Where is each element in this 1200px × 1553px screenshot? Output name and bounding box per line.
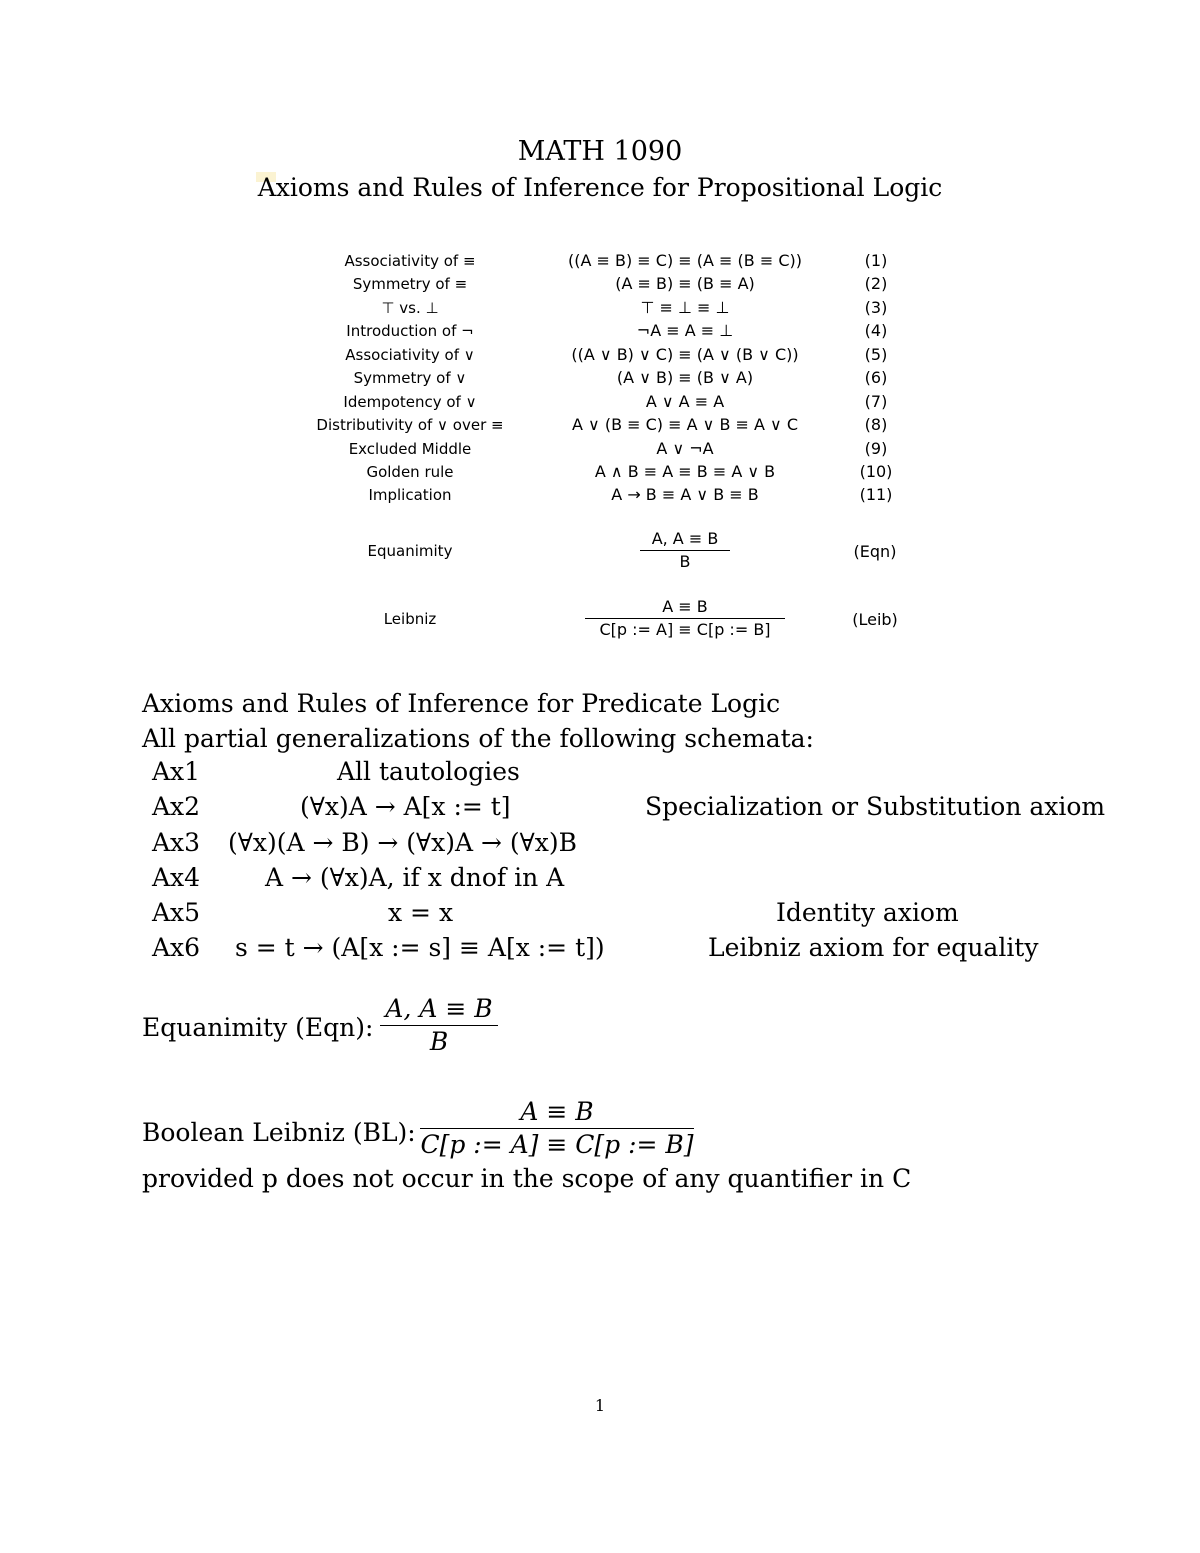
axiom-formula: (∀x)(A → B) → (∀x)A → (∀x)B <box>228 828 577 857</box>
page-number: 1 <box>594 1396 606 1415</box>
predicate-intro: All partial generalizations of the following schemata: <box>142 724 814 753</box>
axiom-row <box>0 460 1200 484</box>
axiom-description: Specialization or Substitution axiom <box>645 792 1106 821</box>
axiom-formula: A ∨ A ≡ A <box>645 392 725 411</box>
axiom-description: Identity axiom <box>776 898 959 927</box>
axiom-formula: ¬A ≡ A ≡ ⊥ <box>636 321 734 340</box>
axiom-formula: A ∨ ¬A <box>656 439 714 458</box>
axiom-name: Implication <box>368 486 452 504</box>
fraction-denominator: C[p := A] ≡ C[p := B] <box>420 1130 694 1159</box>
axiom-formula: (A ∨ B) ≡ (B ∨ A) <box>616 368 754 387</box>
axiom-row <box>0 366 1200 390</box>
axiom-row <box>0 272 1200 296</box>
axiom-formula: ⊤ ≡ ⊥ ≡ ⊥ <box>640 298 730 317</box>
axiom-number: (4) <box>864 321 888 340</box>
axiom-id: Ax5 <box>152 898 201 927</box>
axiom-formula: s = t → (A[x := s] ≡ A[x := t]) <box>235 933 605 962</box>
axiom-id: Ax3 <box>152 828 201 857</box>
axiom-number: (11) <box>859 485 893 504</box>
axiom-name: Associativity of ≡ <box>344 252 476 270</box>
axiom-number: (8) <box>864 415 888 434</box>
axiom-formula: A ∧ B ≡ A ≡ B ≡ A ∨ B <box>594 462 776 481</box>
axiom-row <box>0 437 1200 461</box>
axiom-name: Introduction of ¬ <box>346 322 474 340</box>
axiom-description: Leibniz axiom for equality <box>708 933 1039 962</box>
propositional-title: Axioms and Rules of Inference for Propositional Logic <box>257 173 943 202</box>
axiom-number: (3) <box>864 298 888 317</box>
axiom-name: Golden rule <box>366 463 454 481</box>
rule-label: Equanimity (Eqn): <box>142 1013 374 1042</box>
axiom-id: Ax6 <box>152 933 201 962</box>
axiom-id: Ax2 <box>152 792 201 821</box>
axiom-name: Excluded Middle <box>348 440 472 458</box>
axiom-row <box>0 413 1200 437</box>
rule-leibniz <box>0 594 1200 654</box>
bl-proviso: provided p does not occur in the scope of any quantifier in C <box>142 1164 912 1193</box>
axiom-number: (5) <box>864 345 888 364</box>
axiom-formula: x = x <box>388 898 454 927</box>
axiom-number: (7) <box>864 392 888 411</box>
fraction-denominator: B <box>679 552 691 571</box>
axiom-number: (2) <box>864 274 888 293</box>
axiom-formula: ((A ≡ B) ≡ C) ≡ (A ≡ (B ≡ C)) <box>567 251 802 270</box>
rule-label: (Leib) <box>852 610 898 629</box>
axiom-row <box>0 343 1200 367</box>
axiom-number: (1) <box>864 251 888 270</box>
fraction-denominator: C[p := A] ≡ C[p := B] <box>599 620 771 639</box>
rule-name: Equanimity <box>367 542 453 560</box>
rule-label: Boolean Leibniz (BL): <box>142 1118 416 1147</box>
axiom-name: Associativity of ∨ <box>345 346 475 364</box>
fraction-numerator: A, A ≡ B <box>651 529 719 548</box>
predicate-title: Axioms and Rules of Inference for Predicate Logic <box>142 689 781 718</box>
axiom-row <box>0 483 1200 507</box>
fraction-numerator: A ≡ B <box>520 1097 594 1126</box>
axiom-name: ⊤ vs. ⊥ <box>381 299 439 317</box>
axiom-row <box>0 296 1200 320</box>
axiom-number: (9) <box>864 439 888 458</box>
axiom-formula: A → B ≡ A ∨ B ≡ B <box>611 485 759 504</box>
axiom-name: Distributivity of ∨ over ≡ <box>316 416 504 434</box>
axiom-formula: A → (∀x)A, if x dnof in A <box>265 863 565 892</box>
axiom-formula: (∀x)A → A[x := t] <box>300 792 511 821</box>
axiom-id: Ax1 <box>152 757 201 786</box>
axiom-formula: ((A ∨ B) ∨ C) ≡ (A ∨ (B ∨ C)) <box>571 345 799 364</box>
axiom-formula: All tautologies <box>337 757 520 786</box>
axiom-row <box>0 319 1200 343</box>
rule-name: Leibniz <box>383 610 437 628</box>
axiom-id: Ax4 <box>152 863 201 892</box>
axiom-number: (10) <box>859 462 893 481</box>
axiom-formula: (A ≡ B) ≡ (B ≡ A) <box>615 274 755 293</box>
equanimity-fraction <box>640 528 730 573</box>
rule-label: (Eqn) <box>853 542 897 561</box>
axiom-row <box>0 390 1200 414</box>
course-title: MATH 1090 <box>517 136 683 167</box>
axiom-formula: A ∨ (B ≡ C) ≡ A ∨ B ≡ A ∨ C <box>572 415 798 434</box>
rule-equanimity <box>0 526 1200 586</box>
fraction-numerator: A, A ≡ B <box>385 994 493 1023</box>
fraction-denominator: B <box>429 1027 449 1056</box>
bl-fraction <box>420 1096 694 1161</box>
eqn-fraction <box>380 993 498 1058</box>
leibniz-fraction <box>585 596 785 641</box>
axiom-number: (6) <box>864 368 888 387</box>
axiom-name: Symmetry of ∨ <box>353 369 467 387</box>
fraction-numerator: A ≡ B <box>662 597 708 616</box>
axiom-row <box>0 249 1200 273</box>
axiom-name: Idempotency of ∨ <box>343 393 477 411</box>
axiom-name: Symmetry of ≡ <box>352 275 468 293</box>
